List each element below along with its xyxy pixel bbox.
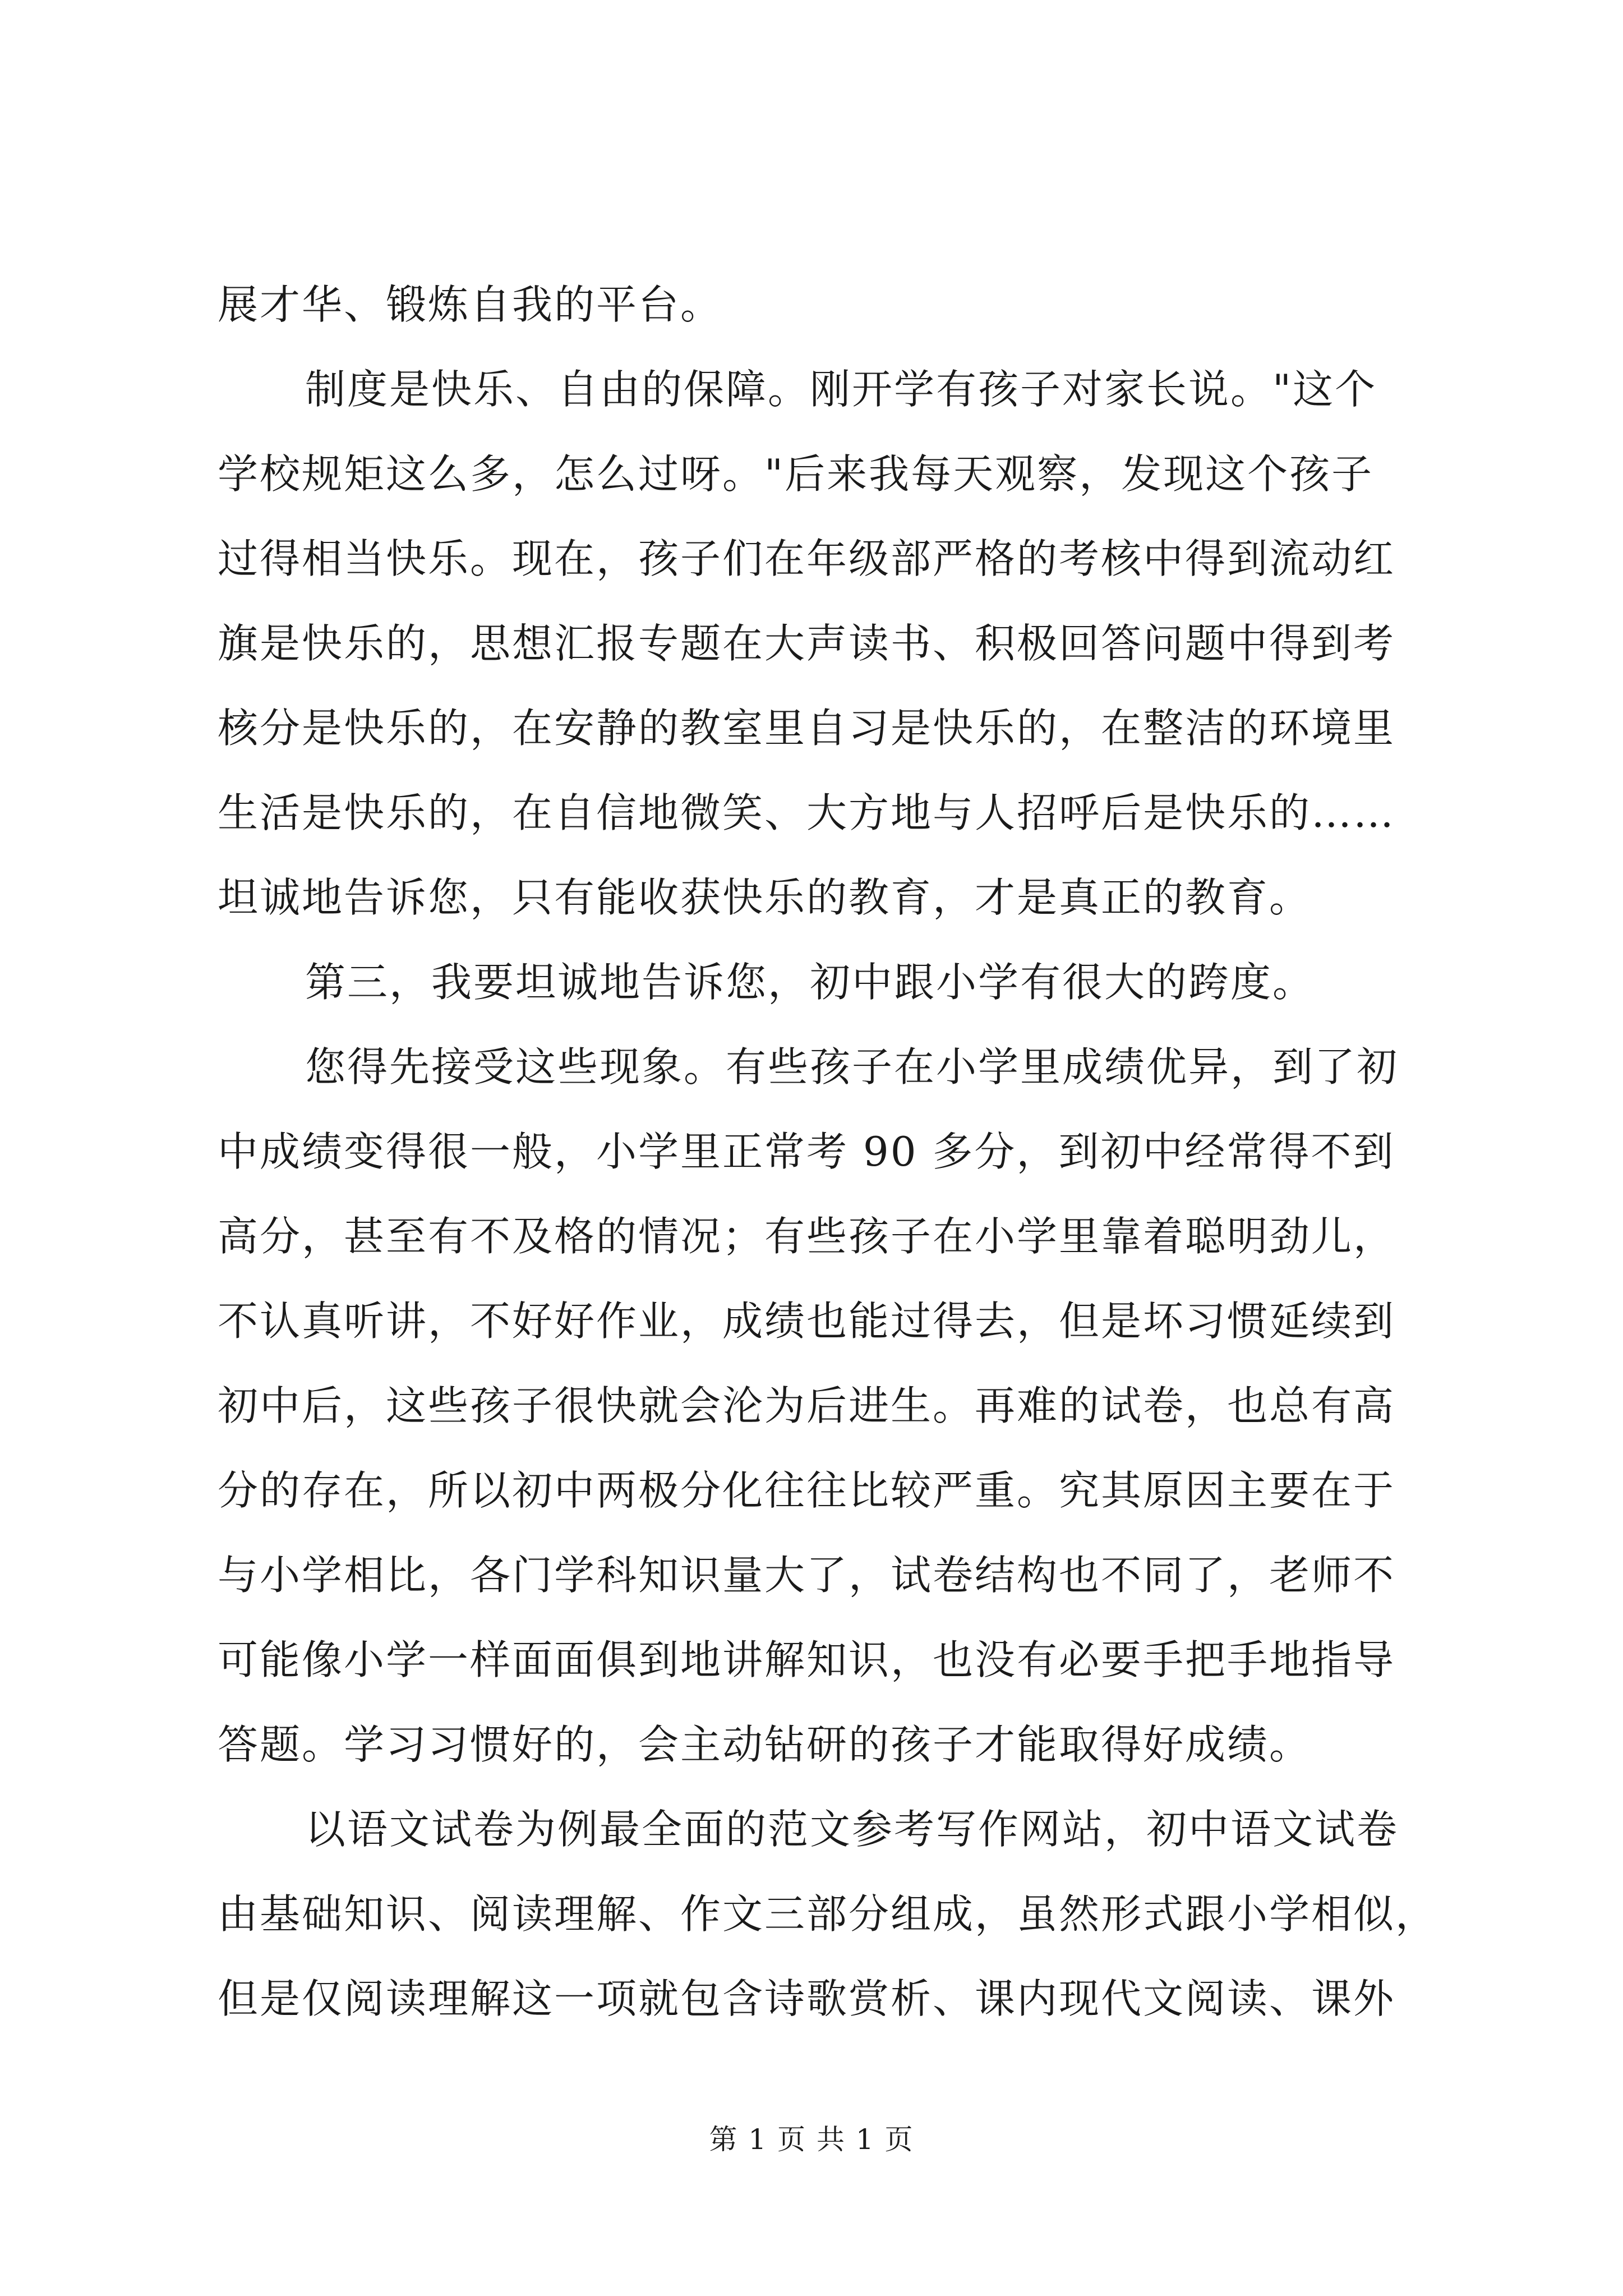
text-line: 可能像小学一样面面俱到地讲解知识，也没有必要手把手地指导 (218, 1636, 1396, 1683)
text-line: 答题。学习习惯好的，会主动钻研的孩子才能取得好成绩。 (218, 1721, 1312, 1768)
document-body (218, 263, 1438, 2041)
text-line: 高分，甚至有不及格的情况；有些孩子在小学里靠着聪明劲儿， (218, 1213, 1396, 1260)
paragraph-start-line: 您得先接受这些现象。有些孩子在小学里成绩优异，到了初 (305, 1043, 1399, 1091)
text-line: 旗是快乐的，思想汇报专题在大声读书、积极回答问题中得到考 (218, 620, 1396, 667)
paragraph-start-line: 第三，我要坦诚地告诉您，初中跟小学有很大的跨度。 (305, 959, 1315, 1006)
text-line: 生活是快乐的，在自信地微笑、大方地与人招呼后是快乐的…… (218, 789, 1396, 836)
page-number: 第 1 页 共 1 页 (709, 2123, 914, 2156)
text-line: 展才华、锻炼自我的平台。 (218, 281, 723, 328)
text-line: 中成绩变得很一般，小学里正常考 90 多分，到初中经常得不到 (218, 1128, 1395, 1175)
text-line: 由基础知识、阅读理解、作文三部分组成，虽然形式跟小学相似， (218, 1890, 1438, 1938)
paragraph-start-line: 制度是快乐、自由的保障。刚开学有孩子对家长说。"这个 (305, 366, 1377, 413)
text-line: 过得相当快乐。现在，孩子们在年级部严格的考核中得到流动红 (218, 535, 1396, 582)
paragraph-start-line: 以语文试卷为例最全面的范文参考写作网站，初中语文试卷 (305, 1806, 1399, 1853)
text-line: 核分是快乐的，在安静的教室里自习是快乐的，在整洁的环境里 (218, 705, 1396, 752)
text-line: 坦诚地告诉您，只有能收获快乐的教育，才是真正的教育。 (218, 874, 1312, 921)
text-line: 初中后，这些孩子很快就会沦为后进生。再难的试卷，也总有高 (218, 1382, 1396, 1429)
text-line: 不认真听讲，不好好作业，成绩也能过得去，但是坏习惯延续到 (218, 1297, 1396, 1345)
text-line: 但是仅阅读理解这一项就包含诗歌赏析、课内现代文阅读、课外 (218, 1975, 1396, 2022)
text-line: 分的存在，所以初中两极分化往往比较严重。究其原因主要在于 (218, 1467, 1396, 1514)
text-line: 与小学相比，各门学科知识量大了，试卷结构也不同了，老师不 (218, 1552, 1396, 1599)
page-footer (0, 2122, 1623, 2157)
text-line: 学校规矩这么多，怎么过呀。"后来我每天观察，发现这个孩子 (218, 450, 1374, 498)
